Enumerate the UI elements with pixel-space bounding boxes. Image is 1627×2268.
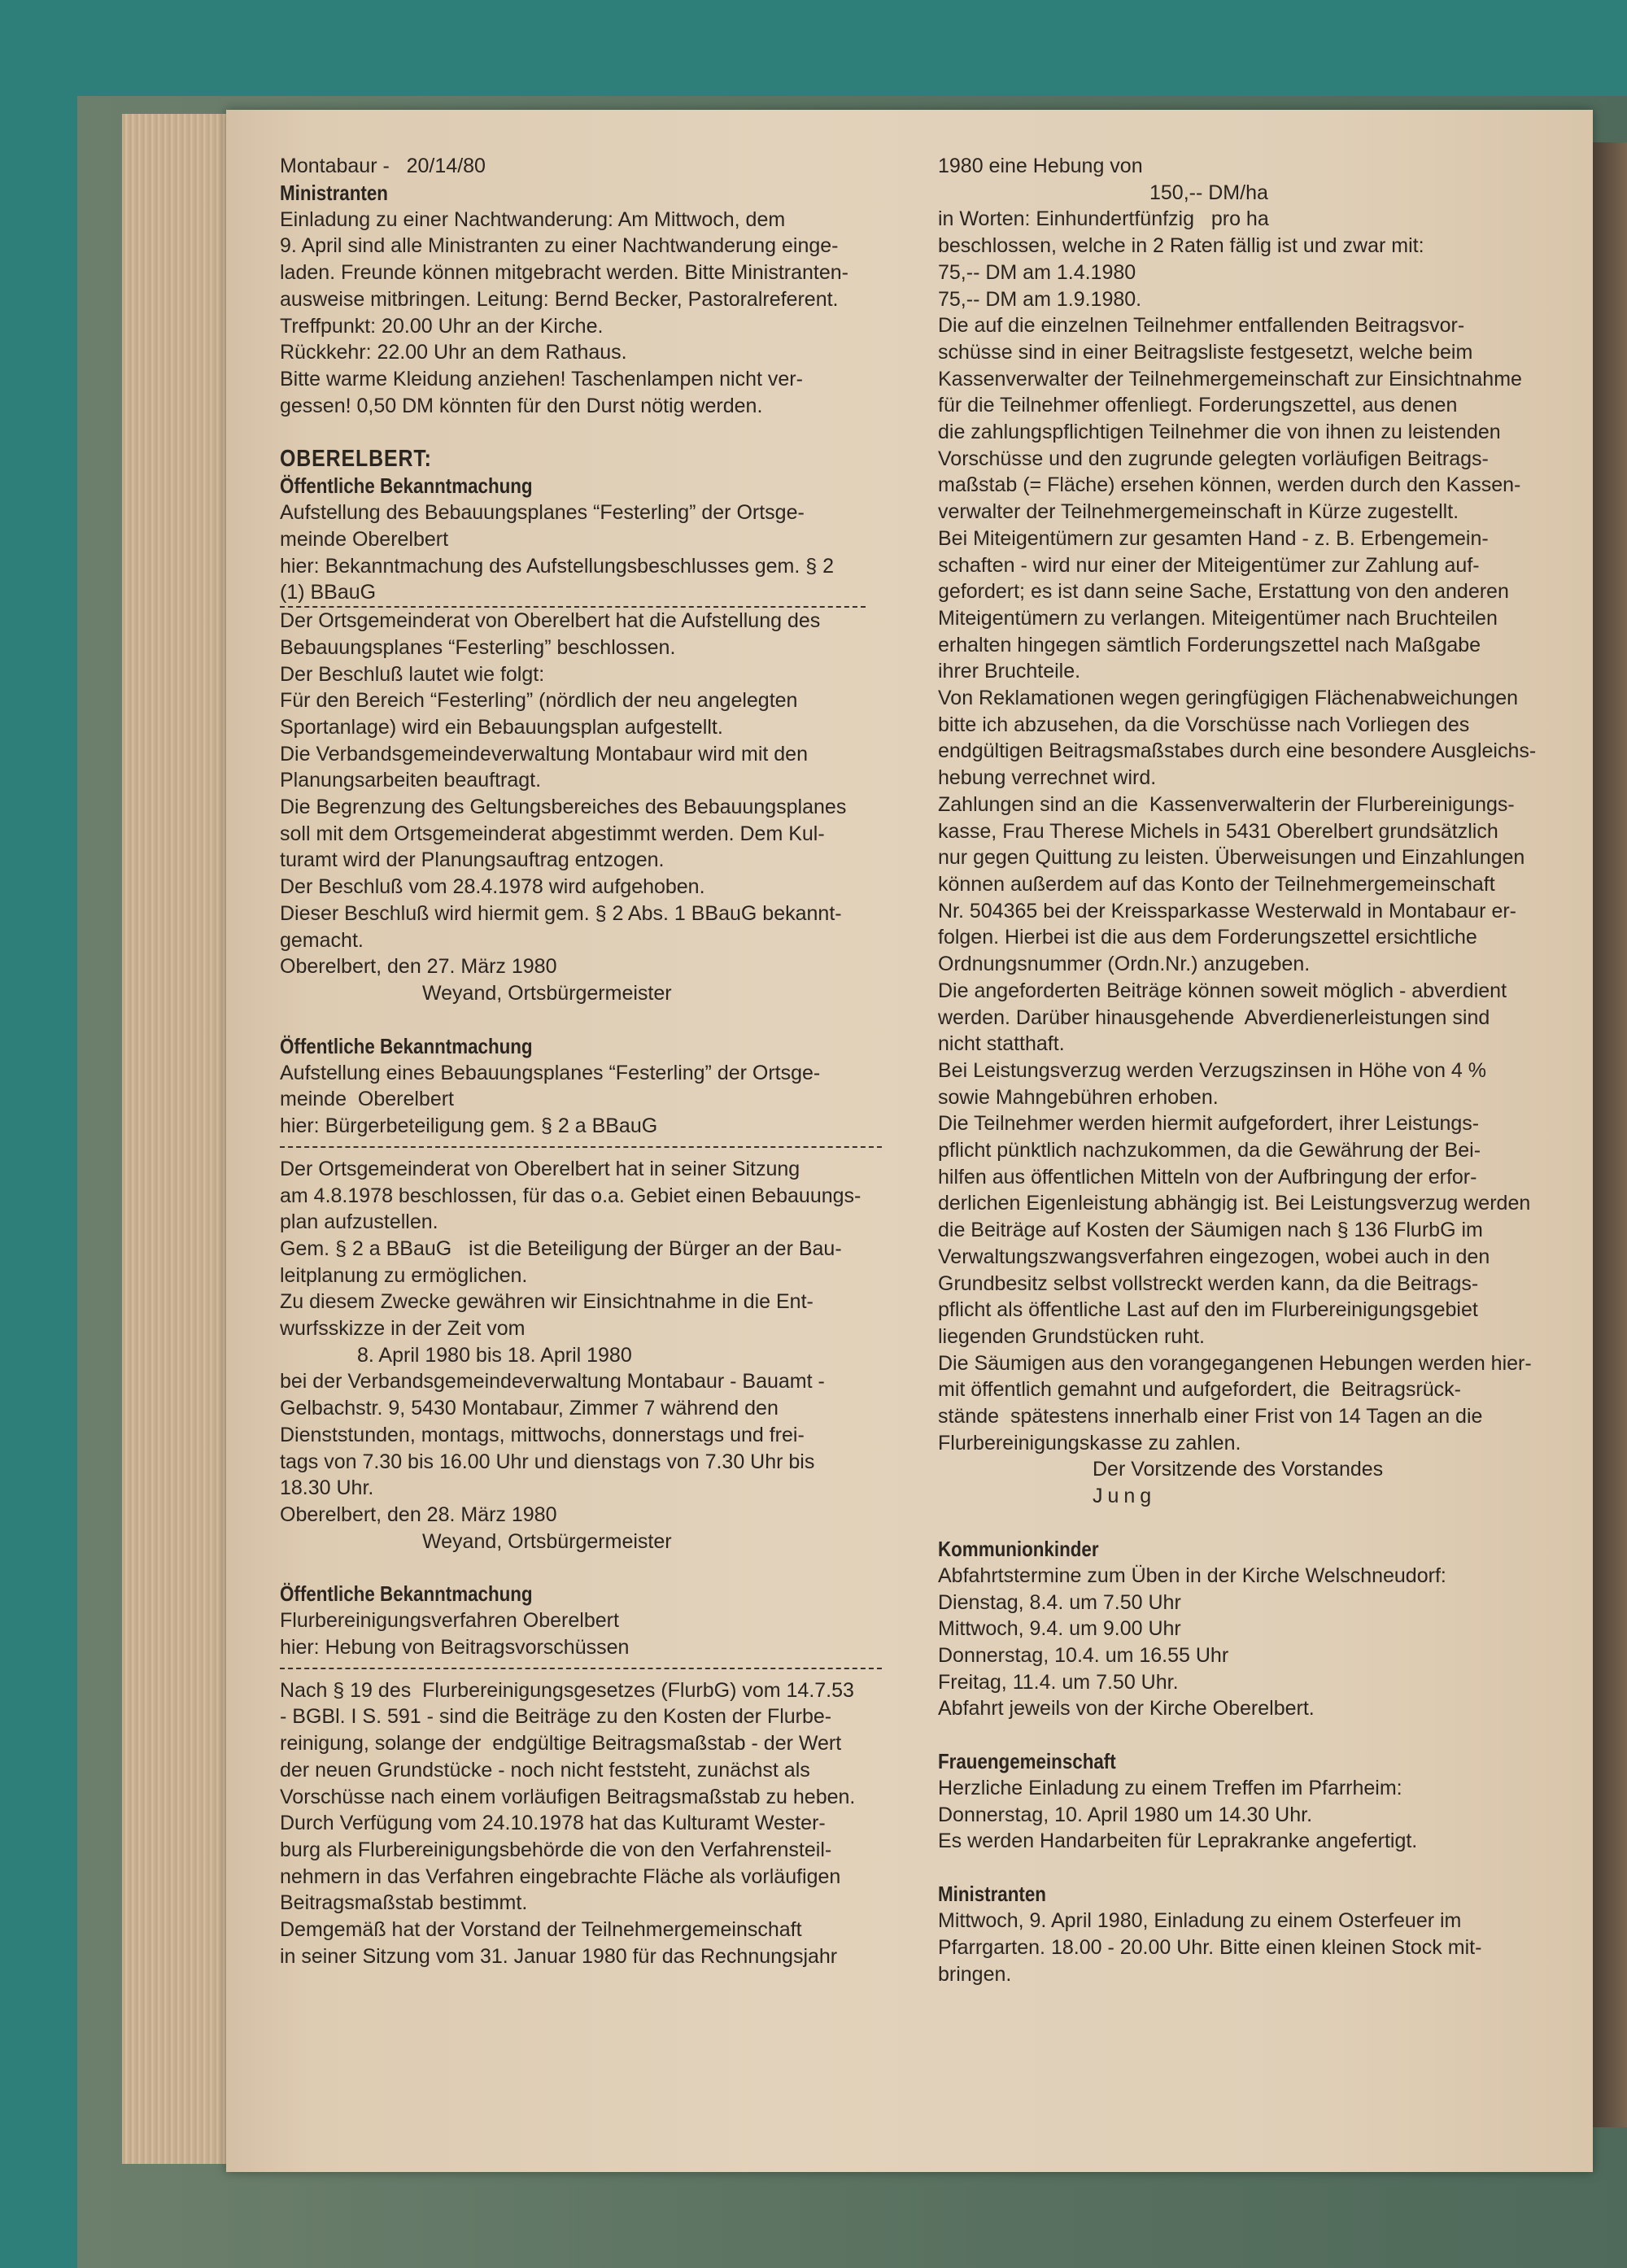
text-line: 75,-- DM am 1.4.1980 (938, 260, 1136, 284)
text-line: soll mit dem Ortsgemeinderat abgestimmt werden. Dem Kul- (280, 822, 825, 845)
text-line: laden. Freunde können mitgebracht werden. Bitte Ministranten- (280, 261, 848, 285)
text-line: bitte ich abzusehen, da die Vorschüsse nach Vorliegen des (938, 713, 1470, 736)
section-gap (938, 1855, 1568, 1881)
section-heading: Ministranten (280, 180, 388, 205)
text-line: Dienststunden, montags, mittwochs, donnerstags und frei- (280, 1423, 805, 1446)
text-line: gessen! 0,50 DM könnten für den Durst nötig werden. (280, 394, 763, 417)
text-line: Oberelbert, den 27. März 1980 (280, 955, 557, 979)
text-line: Vorschüsse nach einem vorläufigen Beitragsmaßstab zu heben. (280, 1785, 856, 1808)
text-line: verwalter der Teilnehmergemeinschaft in Kürze zugestellt. (938, 500, 1459, 524)
text-line: Der Vorsitzende des Vorstandes (1093, 1458, 1384, 1481)
book-spine-right (1593, 142, 1627, 2127)
text-line: meinde Oberelbert (280, 528, 449, 552)
text-line: Mittwoch, 9.4. um 9.00 Uhr (938, 1617, 1181, 1641)
text-line: werden. Darüber hinausgehende Abverdienerleistungen sind (938, 1005, 1490, 1029)
text-line: kasse, Frau Therese Michels in 5431 Oberelbert grundsätzlich (938, 819, 1498, 843)
text-line: ausweise mitbringen. Leitung: Bernd Becker, Pastoralreferent. (280, 287, 839, 311)
text-line: Treffpunkt: 20.00 Uhr an der Kirche. (280, 314, 604, 338)
text-line: Bitte warme Kleidung anziehen! Taschenlampen nicht ver- (280, 367, 803, 390)
text-line: Die auf die einzelnen Teilnehmer entfallenden Beitragsvor- (938, 314, 1465, 338)
text-line: leitplanung zu ermöglichen. (280, 1263, 528, 1287)
text-line: Abfahrt jeweils von der Kirche Oberelbert. (938, 1697, 1315, 1721)
text-line: reinigung, solange der endgültige Beitragsmaßstab - der Wert (280, 1732, 842, 1756)
text-line: Aufstellung des Bebauungsplanes “Festerling” der Ortsge- (280, 501, 805, 525)
text-line: Beitragsmaßstab bestimmt. (280, 1891, 528, 1915)
right-column (938, 153, 1568, 1987)
text-line: Jung (1093, 1485, 1157, 1508)
text-line: in Worten: Einhundertfünfzig pro ha (938, 207, 1269, 231)
text-line: Gem. § 2 a BBauG ist die Beteiligung der Bürger an der Bau- (280, 1236, 842, 1260)
text-line: Weyand, Ortsbürgermeister (422, 981, 672, 1005)
section-gap (938, 1722, 1568, 1748)
text-line: 8. April 1980 bis 18. April 1980 (357, 1343, 632, 1367)
text-line: Weyand, Ortsbürgermeister (422, 1529, 672, 1553)
text-line: nur gegen Quittung zu leisten. Überweisungen und Einzahlungen (938, 846, 1525, 870)
text-line: Es werden Handarbeiten für Leprakranke angefertigt. (938, 1830, 1418, 1853)
text-line: folgen. Hierbei ist die aus dem Forderungszettel ersichtliche (938, 926, 1477, 949)
text-line: hier: Bürgerbeteiligung gem. § 2 a BBauG (280, 1114, 658, 1138)
text-line: wurfsskizze in der Zeit vom (280, 1317, 526, 1341)
text-line: 1980 eine Hebung von (938, 155, 1143, 177)
text-line: Durch Verfügung vom 24.10.1978 hat das Kulturamt Wester- (280, 1812, 826, 1835)
text-line: Herzliche Einladung zu einem Treffen im Pfarrheim: (938, 1777, 1402, 1800)
text-line: Pfarrgarten. 18.00 - 20.00 Uhr. Bitte einen kleinen Stock mit- (938, 1935, 1482, 1959)
text-line: Die Teilnehmer werden hiermit aufgefordert, ihrer Leistungs- (938, 1112, 1480, 1136)
text-line: burg als Flurbereinigungsbehörde die von den Verfahrensteil- (280, 1838, 832, 1861)
section-heading: Öffentliche Bekanntmachung (280, 473, 533, 499)
text-line: Die Begrenzung des Geltungsbereiches des Bebauungsplanes (280, 796, 847, 819)
text-line: hier: Hebung von Beitragsvorschüssen (280, 1636, 630, 1660)
text-line: 75,-- DM am 1.9.1980. (938, 287, 1142, 311)
text-line: Flurbereinigungsverfahren Oberelbert (280, 1609, 619, 1633)
text-line (280, 579, 898, 608)
text-line: Freitag, 11.4. um 7.50 Uhr. (938, 1670, 1179, 1694)
underlined-text: (1) BBauG (280, 579, 866, 608)
text-line: Die Säumigen aus den vorangegangenen Hebungen werden hier- (938, 1351, 1532, 1375)
text-line: Rückkehr: 22.00 Uhr an dem Rathaus. (280, 341, 627, 364)
text-line: derlichen Eigenleistung abhängig ist. Bei Leistungsverzug werden (938, 1192, 1531, 1215)
text-line: maßstab (= Fläche) ersehen können, werden durch den Kassen- (938, 473, 1521, 497)
text-line: Die Verbandsgemeindeverwaltung Montabaur wird mit den (280, 742, 808, 765)
text-line: Grundbesitz selbst vollstreckt werden kann, da die Beitrags- (938, 1271, 1479, 1295)
section-heading: Kommunionkinder (938, 1536, 1099, 1561)
text-line: Kassenverwalter der Teilnehmergemeinschaft zur Einsichtnahme (938, 367, 1522, 390)
text-line: Planungsarbeiten beauftragt. (280, 769, 542, 792)
left-column (280, 153, 898, 1969)
text-line: hebung verrechnet wird. (938, 766, 1157, 790)
text-line: Dieser Beschluß wird hiermit gem. § 2 Abs. 1 BBauG bekannt- (280, 901, 842, 925)
dashed-rule (280, 1661, 882, 1669)
text-line: Bei Leistungsverzug werden Verzugszinsen in Höhe von 4 % (938, 1058, 1487, 1082)
section-heading: Öffentliche Bekanntmachung (280, 1033, 533, 1058)
text-line: Der Ortsgemeinderat von Oberelbert hat die Aufstellung des (280, 609, 821, 633)
text-line: schüsse sind in einer Beitragsliste festgesetzt, welche beim (938, 340, 1473, 364)
text-line: Miteigentümern zu verlangen. Miteigentümer nach Bruchteilen (938, 606, 1498, 630)
text-line: Zahlungen sind an die Kassenverwalterin der Flurbereinigungs- (938, 792, 1515, 816)
section-heading: Öffentliche Bekanntmachung (280, 1581, 533, 1607)
page-header: Montabaur - 20/14/80 (280, 155, 486, 177)
text-line: Ordnungsnummer (Ordn.Nr.) anzugeben. (938, 953, 1311, 976)
text-line: sowie Mahngebühren erhoben. (938, 1085, 1219, 1109)
text-line: pflicht pünktlich nachzukommen, da die Gewährung der Bei- (938, 1139, 1481, 1162)
text-line: 9. April sind alle Ministranten zu einer Nachtwanderung einge- (280, 234, 839, 258)
text-line: für die Teilnehmer offenliegt. Forderungszettel, aus denen (938, 394, 1458, 417)
text-line: Nr. 504365 bei der Kreissparkasse Westerwald in Montabaur er- (938, 899, 1516, 922)
text-line: stände spätestens innerhalb einer Frist von 14 Tagen an die (938, 1405, 1483, 1428)
text-line: Demgemäß hat der Vorstand der Teilnehmergemeinschaft (280, 1918, 802, 1942)
text-line: am 4.8.1978 beschlossen, für das o.a. Gebiet einen Bebauungs- (280, 1184, 861, 1207)
text-line: endgültigen Beitragsmaßstabes durch eine besondere Ausgleichs- (938, 739, 1537, 763)
text-line: Dienstag, 8.4. um 7.50 Uhr (938, 1590, 1181, 1614)
text-line: erhalten hingegen sämtlich Forderungszettel nach Maßgabe (938, 633, 1481, 656)
section-gap (280, 1007, 898, 1033)
text-line: Mittwoch, 9. April 1980, Einladung zu einem Osterfeuer im (938, 1909, 1462, 1933)
text-line: Nach § 19 des Flurbereinigungsgesetzes (FlurbG) vom 14.7.53 (280, 1678, 854, 1702)
text-line: liegenden Grundstücken ruht. (938, 1324, 1205, 1348)
text-line: Der Beschluß lautet wie folgt: (280, 662, 545, 686)
text-line: turamt wird der Planungsauftrag entzogen. (280, 848, 665, 872)
text-line: tags von 7.30 bis 16.00 Uhr und dienstags von 7.30 Uhr bis (280, 1450, 815, 1473)
text-line: Bei Miteigentümern zur gesamten Hand - z. B. Erbengemein- (938, 526, 1489, 550)
section-gap (938, 1510, 1568, 1536)
text-line: meinde Oberelbert (280, 1088, 455, 1111)
town-heading: OBERELBERT: (280, 446, 432, 473)
text-line: 18.30 Uhr. (280, 1476, 374, 1500)
text-line: Gelbachstr. 9, 5430 Montabaur, Zimmer 7 während den (280, 1397, 779, 1420)
text-line: - BGBl. I S. 591 - sind die Beiträge zu den Kosten der Flurbe- (280, 1705, 832, 1729)
text-line: Für den Bereich “Festerling” (nördlich der neu angelegten (280, 689, 798, 713)
text-line: Donnerstag, 10. April 1980 um 14.30 Uhr. (938, 1803, 1313, 1826)
text-line: bringen. (938, 1962, 1012, 1986)
text-line: ihrer Bruchteile. (938, 660, 1081, 683)
text-line: Bebauungsplanes “Festerling” beschlossen. (280, 635, 676, 659)
text-line: mit öffentlich gemahnt und aufgefordert, die Beitragsrück- (938, 1378, 1461, 1402)
section-gap (280, 1555, 898, 1581)
text-line: bei der Verbandsgemeindeverwaltung Montabaur - Bauamt - (280, 1370, 825, 1394)
text-line: Sportanlage) wird ein Bebauungsplan aufgestellt. (280, 715, 723, 739)
text-line: der neuen Grundstücke - noch nicht feststeht, zunächst als (280, 1758, 810, 1782)
text-line: Zu diesem Zwecke gewähren wir Einsichtnahme in die Ent- (280, 1290, 814, 1314)
text-line: die zahlungspflichtigen Teilnehmer die von ihnen zu leistenden (938, 421, 1501, 444)
text-line: nicht statthaft. (938, 1032, 1065, 1056)
text-line: Oberelbert, den 28. März 1980 (280, 1503, 557, 1526)
text-line: in seiner Sitzung vom 31. Januar 1980 für das Rechnungsjahr (280, 1944, 838, 1968)
text-line: Vorschüsse und den zugrunde gelegten vorläufigen Beitrags- (938, 447, 1489, 470)
text-line: Donnerstag, 10.4. um 16.55 Uhr (938, 1643, 1229, 1667)
text-line: hier: Bekanntmachung des Aufstellungsbeschlusses gem. § 2 (280, 554, 834, 578)
text-line: Die angeforderten Beiträge können soweit möglich - abverdient (938, 979, 1507, 1002)
text-line: die Beiträge auf Kosten der Säumigen nach § 136 FlurbG im (938, 1219, 1483, 1242)
text-line: plan aufzustellen. (280, 1210, 438, 1234)
text-line: gemacht. (280, 928, 364, 952)
text-line: hilfen aus öffentlichen Mitteln von der Aufbringung der erfor- (938, 1165, 1477, 1189)
text-line: können außerdem auf das Konto der Teilnehmergemeinschaft (938, 872, 1495, 896)
text-line: pflicht als öffentliche Last auf den im Flurbereinigungsgebiet (938, 1298, 1478, 1322)
text-line: gefordert; es ist dann seine Sache, Erstattung von den anderen (938, 580, 1509, 604)
text-line: Der Beschluß vom 28.4.1978 wird aufgehoben. (280, 875, 705, 899)
text-line: schaften - wird nur einer der Miteigentümer zur Zahlung auf- (938, 553, 1480, 577)
text-line: beschlossen, welche in 2 Raten fällig ist und zwar mit: (938, 234, 1424, 258)
text-line: nehmern in das Verfahren eingebrachte Fläche als vorläufigen (280, 1865, 841, 1888)
section-heading: Ministranten (938, 1882, 1046, 1907)
section-heading: Frauengemeinschaft (938, 1749, 1116, 1774)
text-line: Flurbereinigungskasse zu zahlen. (938, 1431, 1241, 1455)
text-line: 150,-- DM/ha (1149, 181, 1268, 204)
text-line: Abfahrtstermine zum Üben in der Kirche Welschneudorf: (938, 1564, 1446, 1587)
section-gap (280, 419, 898, 445)
text-line: Einladung zu einer Nachtwanderung: Am Mittwoch, dem (280, 207, 786, 231)
text-line: Der Ortsgemeinderat von Oberelbert hat in seiner Sitzung (280, 1157, 800, 1180)
text-line: Aufstellung eines Bebauungsplanes “Festerling” der Ortsge- (280, 1061, 821, 1084)
text-line: Von Reklamationen wegen geringfügigen Flächenabweichungen (938, 687, 1519, 710)
text-line: Verwaltungszwangsverfahren eingezogen, wobei auch in den (938, 1245, 1490, 1268)
dashed-rule (280, 1140, 882, 1148)
